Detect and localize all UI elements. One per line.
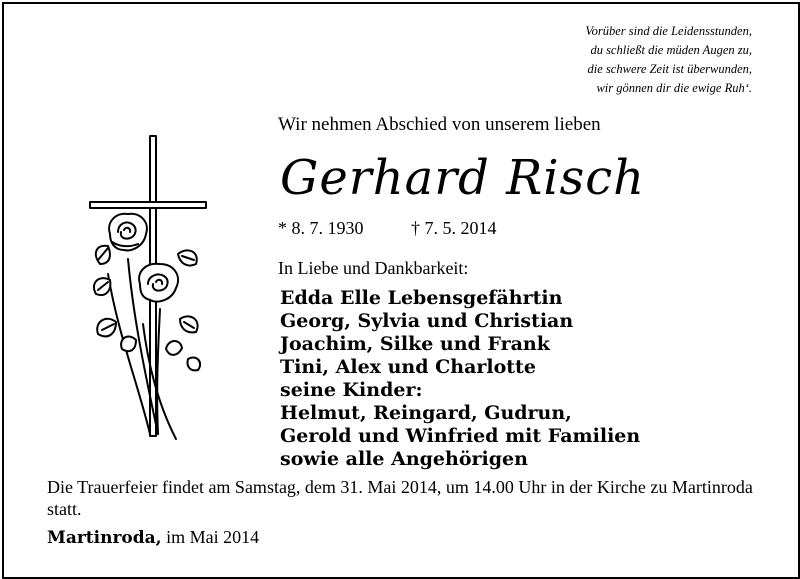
notice-date: im Mai 2014	[166, 527, 260, 547]
family-line: Joachim, Silke und Frank	[280, 333, 550, 355]
intro-text: Wir nehmen Abschied von unserem lieben	[278, 114, 601, 135]
death-date: † 7. 5. 2014	[411, 218, 497, 238]
family-line: sowie alle Angehörigen	[280, 448, 528, 470]
place-date-line	[47, 527, 259, 548]
service-info: Die Trauerfeier findet am Samstag, dem 31. Mai 2014, um 14.00 Uhr in der Kirche zu Martinroda statt.	[47, 477, 753, 519]
family-list	[280, 287, 640, 471]
poem-line: du schließt die müden Augen zu,	[590, 43, 752, 57]
family-line: Georg, Sylvia und Christian	[280, 310, 574, 332]
thanks-line: In Liebe und Dankbarkeit:	[278, 258, 469, 278]
family-line: seine Kinder:	[280, 379, 423, 401]
family-line: Helmut, Reingard, Gudrun,	[280, 402, 572, 424]
family-line: Gerold und Winfried mit Familien	[280, 425, 641, 447]
cross-with-roses-icon	[88, 134, 208, 449]
poem-line: wir gönnen dir die ewige Ruh‘.	[596, 81, 752, 95]
poem-line: Vorüber sind die Leidensstunden,	[585, 24, 752, 38]
place-name: Martinroda,	[47, 528, 162, 548]
deceased-name: Gerhard Risch	[280, 150, 646, 206]
poem-line: die schwere Zeit ist überwunden,	[587, 62, 752, 76]
family-line: Edda Elle Lebensgefährtin	[280, 287, 563, 309]
poem	[585, 22, 752, 98]
birth-date: * 8. 7. 1930	[278, 218, 364, 238]
family-line: Tini, Alex und Charlotte	[280, 356, 536, 378]
